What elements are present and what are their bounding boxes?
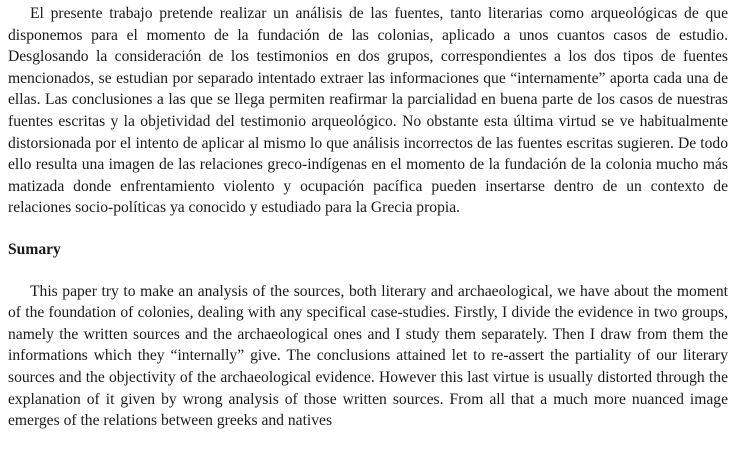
english-summary-paragraph: This paper try to make an analysis of the sources, both literary and archaeological, we have about the moment of the foundation of colonies, dealing with any specifical case-studies. Firstly, I divide the evidence in two groups, namely the written sources and the archaeological ones and I study them separately. Then I draw from them the informations which they “internally” give. The conclusions attained let to re-assert the partiality of our literary sources and the objectivity of the archaeological evidence. However this last virtue is usually distorted through the explanation of it given by wrong analysis of those written sources. From all that a much more nuanced image emerges of the relations between greeks and natives (8, 282, 728, 430)
spanish-abstract-paragraph: El presente trabajo pretende realizar un análisis de las fuentes, tanto literarias como arqueológicas de que disponemos para el momento de la fundación de las colonias, aplicado a unos cuantos casos de estudio. Desglosando la consideración de los testimonios en dos grupos, correspondientes a los dos tipos de fuentes mencionados, se estudian por separado intentado extraer las informaciones que “internamente” aporta cada una de ellas. Las conclusiones a las que se llega permiten reafirmar la parcialidad en buena parte de los casos de nuestras fuentes escritas y la objetividad del testimonio arqueológico. No obstante esta última virtud se ve habitualmente distorsionada por el intento de aplicar al mismo lo que análisis incorrectos de las fuentes escritas sugieren. De todo ello resulta una imagen de las relaciones greco-indígenas en el momento de la fundación de la colonia mucho más matizada donde enfrentamiento violento y ocupación pacífica pueden insertarse dentro de un contexto de relaciones socio-políticas ya conocido y estudiado para la Grecia propia. (8, 5, 728, 217)
document-page (8, 3, 728, 432)
summary-heading: Sumary (8, 240, 61, 258)
